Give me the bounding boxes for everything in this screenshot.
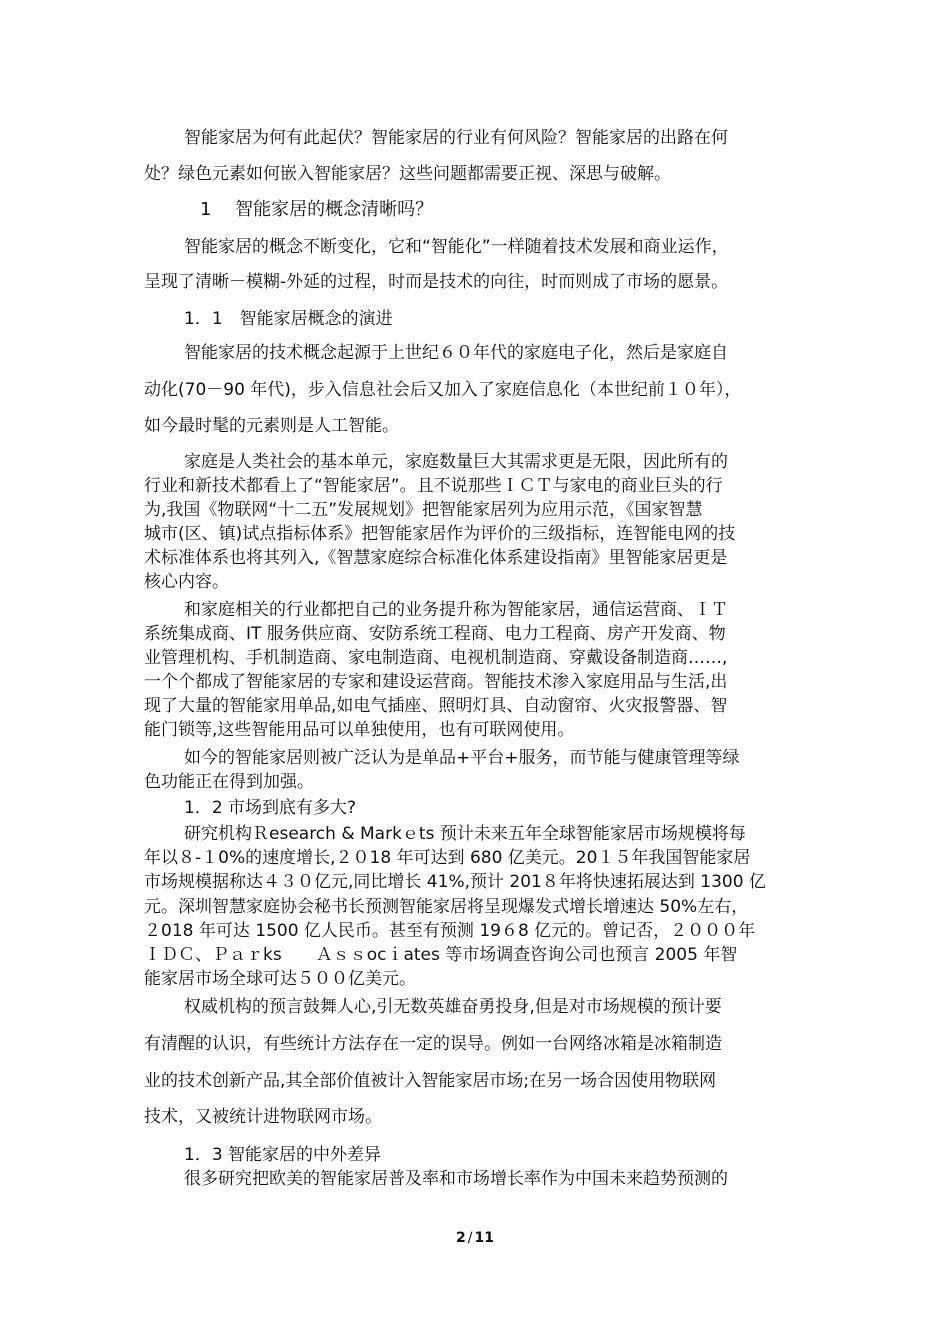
paragraph-line: 家庭是人类社会的基本单元，家庭数量巨大其需求更是无限，因此所有的 bbox=[184, 452, 728, 472]
paragraph-line: 术标准体系也将其列入,《智慧家庭综合标准化体系建设指南》里智能家居更是 bbox=[144, 548, 728, 568]
paragraph-line: 系统集成商、IT 服务供应商、安防系统工程商、电力工程商、房产开发商、物 bbox=[144, 624, 726, 644]
subsection-heading-1-3: 1．3 智能家居的中外差异 bbox=[184, 1145, 382, 1165]
paragraph-line: 能门锁等,这些智能用品可以单独使用，也有可联网使用。 bbox=[144, 720, 575, 740]
paragraph-line: 技术，又被统计进物联网市场。 bbox=[144, 1107, 382, 1127]
paragraph-line: 有清醒的认识，有些统计方法存在一定的误导。例如一台网络冰箱是冰箱制造 bbox=[144, 1034, 722, 1054]
paragraph-line: 动化(70－90 年代)，步入信息社会后又加入了家庭信息化（本世纪前１０年）， bbox=[144, 380, 742, 400]
paragraph-line: 权威机构的预言鼓舞人心,引无数英雄奋勇投身,但是对市场规模的预计要 bbox=[184, 997, 722, 1017]
section-heading-1: 1 智能家居的概念清晰吗？ bbox=[200, 199, 434, 220]
paragraph-line: 年以８-１0%的速度增长,２０18 年可达到 680 亿美元。20１５年我国智能家居 bbox=[144, 848, 751, 868]
paragraph-line: 很多研究把欧美的智能家居普及率和市场增长率作为中国未来趋势预测的 bbox=[184, 1169, 728, 1189]
paragraph-line: 业的技术创新产品,其全部价值被计入智能家居市场;在另一场合因使用物联网 bbox=[144, 1071, 717, 1091]
subsection-heading-1-1: 1．1 智能家居概念的演进 bbox=[184, 309, 393, 329]
subsection-heading-1-2: 1．2 市场到底有多大? bbox=[184, 798, 357, 818]
paragraph-line: 如今的智能家居则被广泛认为是单品+平台+服务，而节能与健康管理等绿 bbox=[184, 748, 740, 768]
paragraph-line: 能家居市场全球可达５００亿美元。 bbox=[144, 969, 416, 989]
paragraph-line: 现了大量的智能家用单品,如电气插座、照明灯具、自动窗帘、火灾报警器、智 bbox=[144, 696, 728, 716]
paragraph-line: 研究机构Ｒesearch & Markｅts 预计未来五年全球智能家居市场规模将每 bbox=[184, 824, 746, 844]
paragraph-line: 为,我国《物联网“十二五”发展规划》把智能家居列为应用示范，《国家智慧 bbox=[144, 500, 703, 520]
paragraph-line: 市场规模据称达４３０亿元,同比增长 41%,预计 201８年将快速拓展达到 1300 亿 bbox=[144, 872, 766, 892]
page-separator: / bbox=[467, 1230, 473, 1246]
paragraph-line: 智能家居为何有此起伏？智能家居的行业有何风险？智能家居的出路在何 bbox=[184, 128, 728, 148]
paragraph-line: 行业和新技术都看上了“智能家居”。且不说那些ＩＣＴ与家电的商业巨头的行 bbox=[144, 476, 723, 496]
page-total: 11 bbox=[474, 1230, 494, 1246]
paragraph-line: ＩＤＣ、Ｐａｒks Ａｓｓocｉates 等市场调查咨询公司也预言 2005 年智 bbox=[144, 945, 738, 965]
paragraph-line: 智能家居的概念不断变化，它和“智能化”一样随着技术发展和商业运作， bbox=[184, 237, 729, 257]
paragraph-line: 色功能正在得到加强。 bbox=[144, 772, 314, 792]
paragraph-line: 元。深圳智慧家庭协会秘书长预测智能家居将呈现爆发式增长增速达 50%左右， bbox=[144, 897, 749, 917]
paragraph-line: 城市(区、镇)试点指标体系》把智能家居作为评价的三级指标，连智能电网的技 bbox=[144, 524, 736, 544]
paragraph-line: 处？绿色元素如何嵌入智能家居？这些问题都需要正视、深思与破解。 bbox=[144, 164, 671, 184]
paragraph-line: 和家庭相关的行业都把自己的业务提升称为智能家居，通信运营商、ＩＴ bbox=[184, 600, 728, 620]
paragraph-line: 业管理机构、手机制造商、家电制造商、电视机制造商、穿戴设备制造商……, bbox=[144, 648, 728, 668]
page-current: 2 bbox=[456, 1230, 466, 1246]
paragraph-line: 一个个都成了智能家居的专家和建设运营商。智能技术渗入家庭用品与生活,出 bbox=[144, 672, 728, 692]
paragraph-line: 智能家居的技术概念起源于上世纪６０年代的家庭电子化，然后是家庭自 bbox=[184, 343, 728, 363]
paragraph-line: 如今最时髦的元素则是人工智能。 bbox=[144, 416, 399, 436]
page-number bbox=[0, 1230, 950, 1246]
paragraph-line: ２018 年可达 1500 亿人民币。甚至有预测 19６8 亿元的。曾记否，２０００年 bbox=[144, 921, 756, 941]
paragraph-line: 呈现了清晰－模糊-外延的过程，时而是技术的向往，时而则成了市场的愿景。 bbox=[144, 272, 729, 292]
paragraph-line: 核心内容。 bbox=[144, 572, 229, 592]
